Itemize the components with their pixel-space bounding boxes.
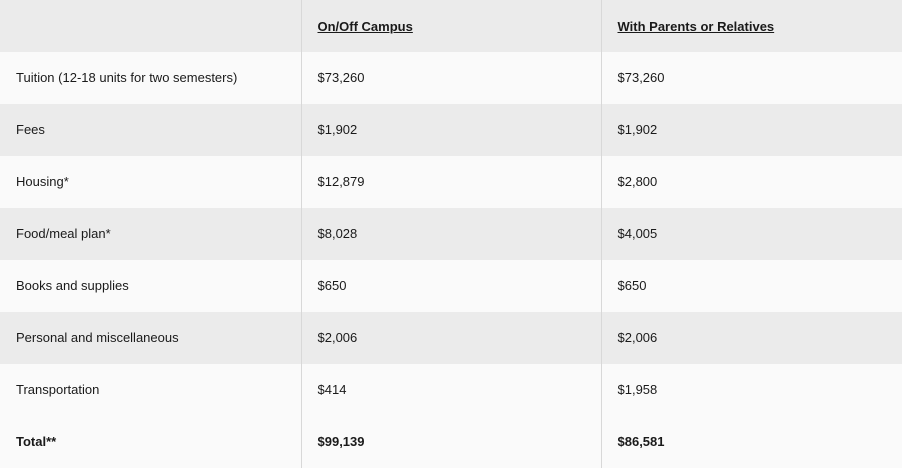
column-header-on-off-campus bbox=[301, 0, 601, 52]
cell-housing-with-parents bbox=[601, 156, 902, 208]
table-row bbox=[0, 312, 902, 364]
row-label-total bbox=[0, 416, 301, 468]
cell-value: $8,028 bbox=[317, 225, 358, 241]
cell-value: $99,139 bbox=[317, 433, 365, 449]
cell-personal-and-miscellaneous-with-parents bbox=[601, 312, 902, 364]
cell-value: $73,260 bbox=[617, 69, 665, 85]
cell-personal-and-miscellaneous-on-off-campus bbox=[301, 312, 601, 364]
table-header bbox=[0, 0, 902, 52]
cell-value: Tuition (12-18 units for two semesters) bbox=[16, 69, 238, 85]
row-label-fees bbox=[0, 104, 301, 156]
cell-value: Fees bbox=[16, 121, 45, 137]
cell-tuition-with-parents bbox=[601, 52, 902, 104]
cell-value: $1,902 bbox=[617, 121, 658, 137]
cell-value: Food/meal plan* bbox=[16, 225, 111, 241]
row-label-books-and-supplies bbox=[0, 260, 301, 312]
row-label-personal-and-miscellaneous bbox=[0, 312, 301, 364]
cell-value: $73,260 bbox=[317, 69, 365, 85]
row-label-transportation bbox=[0, 364, 301, 416]
cell-value: Transportation bbox=[16, 381, 100, 397]
row-label-housing bbox=[0, 156, 301, 208]
cell-value: $1,958 bbox=[617, 381, 658, 397]
cell-fees-on-off-campus bbox=[301, 104, 601, 156]
cell-total-on-off-campus bbox=[301, 416, 601, 468]
cell-value: $12,879 bbox=[317, 173, 365, 189]
cell-value: $86,581 bbox=[617, 433, 665, 449]
cell-value: $414 bbox=[317, 381, 347, 397]
cell-value: $1,902 bbox=[317, 121, 358, 137]
cell-value: $2,006 bbox=[317, 329, 358, 345]
cell-tuition-on-off-campus bbox=[301, 52, 601, 104]
column-header-with-parents-or-relatives bbox=[601, 0, 902, 52]
cell-value: Total** bbox=[16, 433, 57, 449]
cell-total-with-parents bbox=[601, 416, 902, 468]
column-header-with-parents-or-relatives-label: With Parents or Relatives bbox=[617, 18, 775, 34]
cell-value: $650 bbox=[617, 277, 647, 293]
cell-books-and-supplies-on-off-campus bbox=[301, 260, 601, 312]
cell-books-and-supplies-with-parents bbox=[601, 260, 902, 312]
cell-value: Books and supplies bbox=[16, 277, 129, 293]
table-row bbox=[0, 364, 902, 416]
column-header-item bbox=[0, 0, 301, 52]
cell-transportation-with-parents bbox=[601, 364, 902, 416]
cell-value: $2,800 bbox=[617, 173, 658, 189]
table-row bbox=[0, 208, 902, 260]
table-row bbox=[0, 52, 902, 104]
table-row bbox=[0, 104, 902, 156]
row-label-tuition bbox=[0, 52, 301, 104]
row-label-food-meal-plan bbox=[0, 208, 301, 260]
cell-fees-with-parents bbox=[601, 104, 902, 156]
cell-food-meal-plan-with-parents bbox=[601, 208, 902, 260]
table-row bbox=[0, 156, 902, 208]
cell-value: $2,006 bbox=[617, 329, 658, 345]
cell-food-meal-plan-on-off-campus bbox=[301, 208, 601, 260]
table-header-row bbox=[0, 0, 902, 52]
cell-housing-on-off-campus bbox=[301, 156, 601, 208]
table-row bbox=[0, 260, 902, 312]
column-header-on-off-campus-label: On/Off Campus bbox=[317, 18, 413, 34]
cell-value: Housing* bbox=[16, 173, 69, 189]
cell-value: $650 bbox=[317, 277, 347, 293]
table-total-row bbox=[0, 416, 902, 468]
cell-value: Personal and miscellaneous bbox=[16, 329, 179, 345]
cell-transportation-on-off-campus bbox=[301, 364, 601, 416]
table-body bbox=[0, 52, 902, 468]
cell-value: $4,005 bbox=[617, 225, 658, 241]
